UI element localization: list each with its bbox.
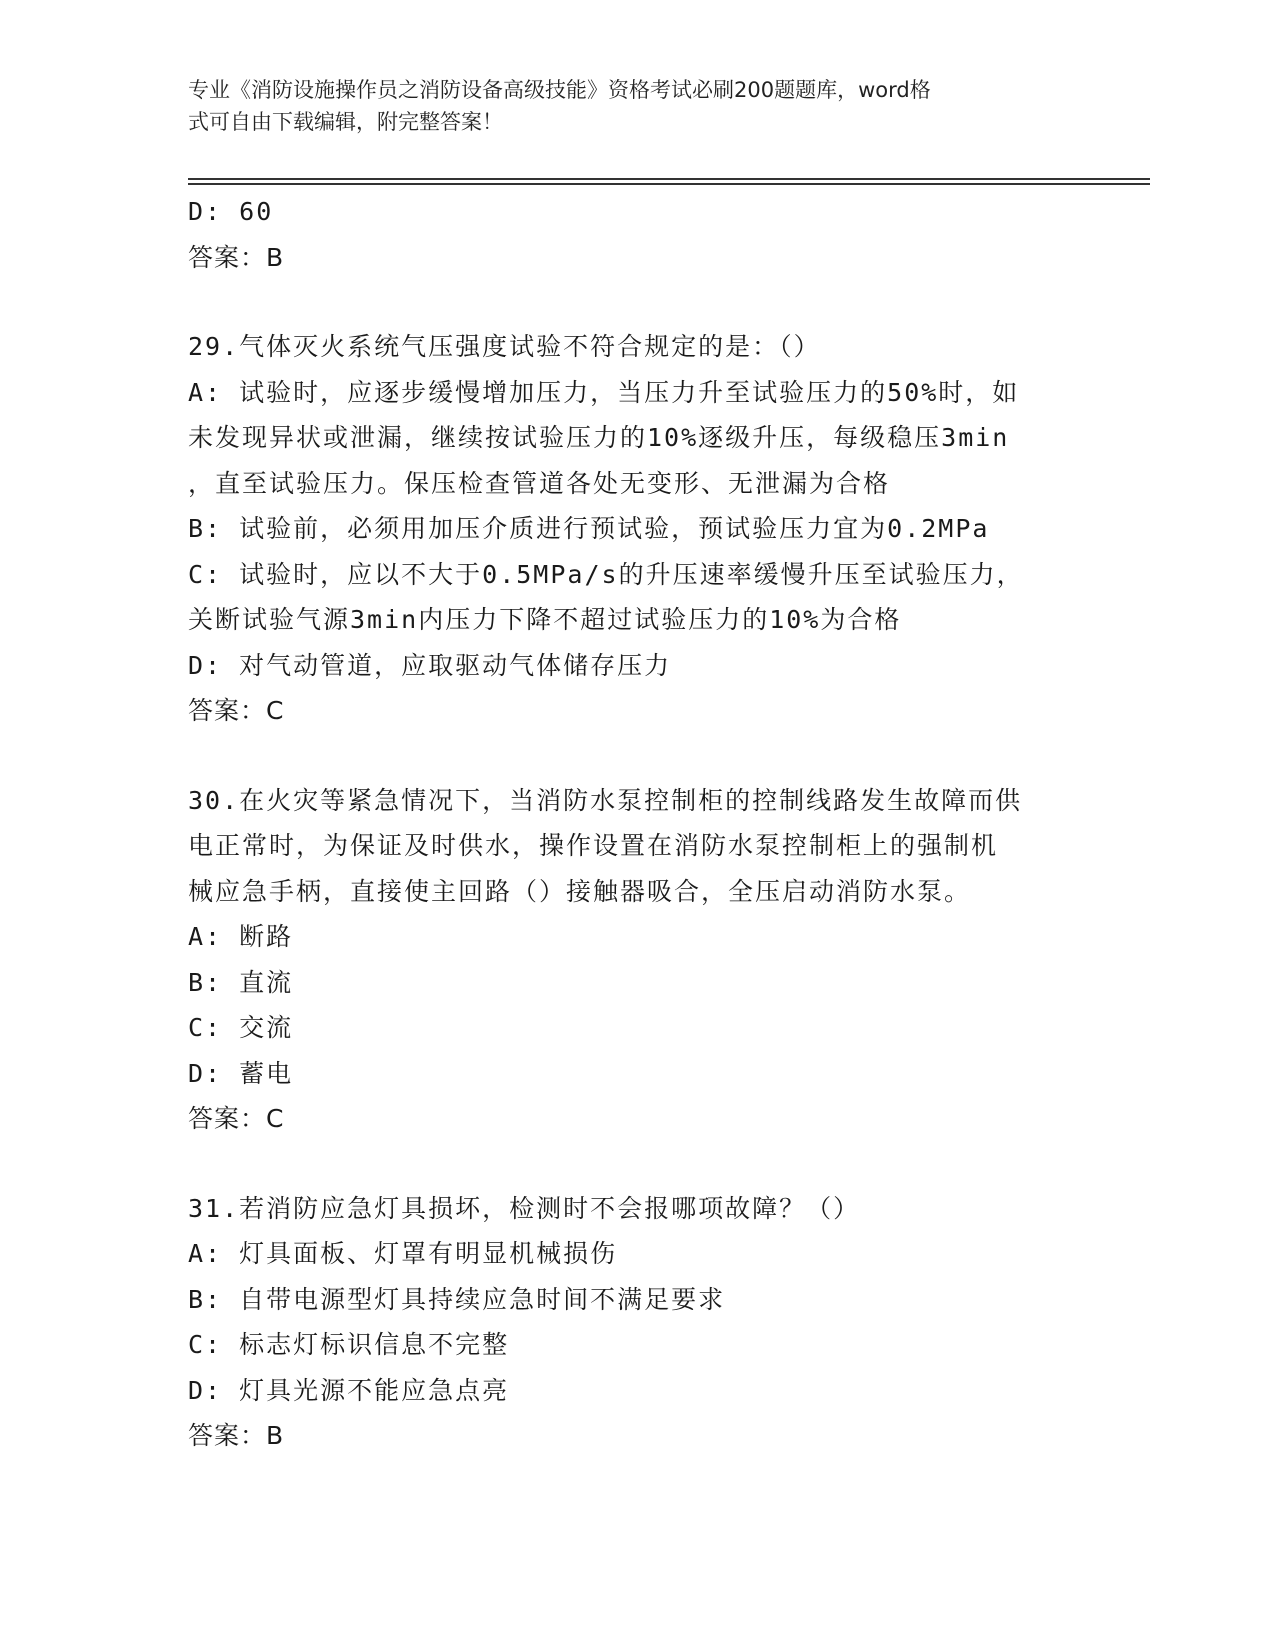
option-b: B: 直流 — [188, 967, 294, 997]
question-30 — [188, 778, 1088, 1142]
option-c-line-2: 关断试验气源3min内压力下降不超过试验压力的10%为合格 — [188, 605, 902, 634]
option-c: C: 标志灯标识信息不完整 — [188, 1330, 510, 1359]
option-b: B: 自带电源型灯具持续应急时间不满足要求 — [188, 1284, 726, 1314]
answer-line: 答案：C — [188, 1104, 285, 1133]
header-rule-bottom — [188, 183, 1150, 185]
question-stem-line-2: 电正常时，为保证及时供水，操作设置在消防水泵控制柜上的强制机 — [188, 831, 999, 860]
option-d: D: 蓄电 — [188, 1058, 294, 1088]
spacer — [188, 1142, 1088, 1186]
option-a-line-2: 未发现异状或泄漏，继续按试验压力的10%逐级升压，每级稳压3min — [188, 423, 1010, 452]
spacer — [188, 280, 1088, 324]
option-a-line-3: ，直至试验压力。保压检查管道各处无变形、无泄漏为合格 — [188, 468, 891, 498]
page-header — [188, 74, 1078, 138]
question-stem: 31.若消防应急灯具损坏，检测时不会报哪项故障？（） — [188, 1193, 861, 1223]
answer-line: 答案：C — [188, 696, 285, 725]
question-29 — [188, 324, 1088, 734]
header-line-2: 式可自由下载编辑，附完整答案！ — [188, 110, 503, 134]
option-d: D: 灯具光源不能应急点亮 — [188, 1375, 510, 1405]
question-31 — [188, 1186, 1088, 1459]
header-rule-top — [188, 178, 1150, 180]
option-a: A: 断路 — [188, 922, 294, 951]
document-body — [188, 189, 1088, 1459]
answer-line: 答案：B — [188, 1421, 285, 1450]
header-line-1: 专业《消防设施操作员之消防设备高级技能》资格考试必刷200题题库，word格 — [188, 78, 931, 102]
answer-line: 答案：B — [188, 242, 285, 272]
option-d: D: 对气动管道，应取驱动气体储存压力 — [188, 650, 672, 680]
previous-question-tail — [188, 189, 1088, 280]
question-stem-line-1: 30.在火灾等紧急情况下，当消防水泵控制柜的控制线路发生故障而供 — [188, 785, 1023, 815]
option-b: B: 试验前，必须用加压介质进行预试验，预试验压力宜为0.2MPa — [188, 514, 990, 543]
option-c-line-1: C: 试验时，应以不大于0.5MPa/s的升压速率缓慢升压至试验压力， — [188, 559, 1024, 589]
option-a-line-1: A: 试验时，应逐步缓慢增加压力，当压力升至试验压力的50%时，如 — [188, 377, 1020, 407]
question-stem: 29.气体灭火系统气压强度试验不符合规定的是：（） — [188, 332, 821, 361]
option-c: C: 交流 — [188, 1013, 294, 1042]
option-a: A: 灯具面板、灯罩有明显机械损伤 — [188, 1239, 618, 1268]
spacer — [188, 734, 1088, 778]
option-d: D: 60 — [188, 197, 274, 226]
question-stem-line-3: 械应急手柄，直接使主回路（）接触器吸合，全压启动消防水泵。 — [188, 876, 972, 906]
